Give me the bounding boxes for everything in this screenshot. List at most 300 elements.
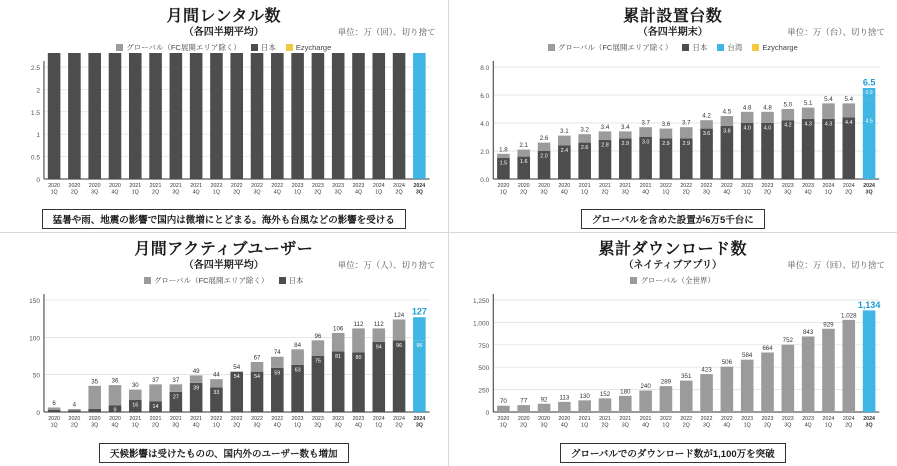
x-axis-tick: 2024 — [842, 415, 855, 422]
footer-note — [449, 209, 897, 229]
bar-total-label: 35 — [91, 377, 99, 385]
x-axis-tick: 2021 — [639, 182, 652, 189]
x-axis-tick: 2024 — [413, 182, 426, 189]
bar-total-label: 4 — [72, 401, 77, 409]
x-axis-tick: 2Q — [314, 422, 322, 429]
x-axis-tick: 2Q — [152, 189, 160, 196]
x-axis-tick: 2020 — [517, 182, 530, 189]
legend-item — [251, 42, 276, 53]
x-axis-tick: 3Q — [865, 422, 873, 429]
bar-segment — [842, 319, 855, 411]
x-axis-tick: 1Q — [375, 189, 383, 196]
page-title: 累計ダウンロード数 — [598, 241, 747, 258]
bar-inner-label: 54 — [254, 373, 261, 380]
x-axis-tick: 2021 — [578, 415, 591, 422]
bar-segment — [598, 131, 611, 139]
x-axis-tick: 3Q — [172, 189, 180, 196]
panel-subtitle: （各四半期平均） — [183, 259, 264, 271]
x-axis-tick: 1Q — [294, 189, 302, 196]
x-axis-tick: 2Q — [763, 189, 771, 196]
bar-segment — [372, 341, 385, 411]
bar-segment — [537, 403, 550, 411]
bar-segment — [558, 135, 571, 145]
bar-total-label: 5.0 — [783, 101, 792, 109]
bar-segment — [537, 142, 550, 150]
bar-segment — [210, 53, 223, 179]
x-axis-tick: 2024 — [842, 182, 855, 189]
x-axis-tick: 1Q — [131, 189, 139, 196]
legend-label: Ezycharge — [295, 42, 332, 52]
bar-total-label: 4.8 — [762, 103, 772, 111]
x-axis-tick: 4Q — [722, 422, 730, 429]
bar-inner-label: 59 — [274, 370, 281, 377]
x-axis-tick: 1Q — [499, 422, 507, 429]
panel-subtitle: （各四半期末） — [637, 26, 708, 38]
x-axis-tick: 2022 — [230, 182, 243, 189]
x-axis-tick: 1Q — [50, 422, 58, 429]
bar-segment — [720, 116, 733, 126]
bar-total-label: 5.1 — [803, 99, 812, 107]
y-axis-tick: 0.0 — [479, 176, 489, 184]
x-axis-tick: 1Q — [499, 189, 507, 196]
bar-inner-label: 14 — [152, 403, 159, 410]
x-axis-tick: 2024 — [822, 415, 834, 422]
bar-segment — [352, 328, 365, 352]
legend-label: Ezycharge — [762, 42, 798, 52]
bar-total-label: 67 — [253, 354, 261, 362]
panel-subtitle: （ネイティブアプリ） — [623, 259, 723, 271]
bar-inner-label: 4.3 — [824, 120, 832, 127]
legend-item — [717, 42, 742, 53]
bar-segment — [129, 389, 142, 399]
x-axis-tick: 3Q — [783, 422, 791, 429]
footer-text: グローバルでのダウンロード数が1,100万を突破 — [560, 443, 786, 463]
bar-segment — [332, 351, 345, 411]
x-axis-tick: 2020 — [109, 182, 121, 189]
legend-item — [279, 275, 304, 286]
chart-plot — [10, 286, 438, 436]
legend-item — [752, 43, 797, 52]
legend-swatch-icon — [717, 44, 724, 51]
x-axis-tick: 2023 — [291, 182, 304, 189]
bar-segment — [862, 116, 875, 179]
bar-segment — [68, 409, 81, 410]
x-axis-tick: 2023 — [332, 182, 345, 189]
bar-segment — [598, 398, 611, 412]
bar-segment — [781, 120, 794, 179]
x-axis-tick: 4Q — [641, 422, 649, 429]
bar-inner-label: 4.0 — [763, 125, 771, 132]
x-axis-tick: 2Q — [682, 422, 690, 429]
bar-segment — [332, 53, 345, 179]
y-axis-tick: 8.0 — [479, 64, 489, 72]
x-axis-tick: 2022 — [271, 415, 284, 422]
bar-segment — [393, 319, 406, 340]
bar-inner-label: 39 — [193, 384, 200, 391]
y-axis-tick: 750 — [477, 342, 489, 350]
y-axis-tick: 1.5 — [30, 109, 40, 117]
x-axis-tick: 2Q — [152, 422, 160, 429]
bar-inner-label: 4.3 — [803, 120, 812, 127]
bar-segment — [88, 409, 101, 412]
x-axis-tick: 2022 — [720, 415, 733, 422]
legend-swatch-icon — [682, 44, 689, 51]
x-axis-tick: 4Q — [354, 189, 363, 196]
legend-swatch-icon — [251, 44, 258, 51]
x-axis-tick: 2Q — [70, 422, 78, 429]
bar-total-label: 240 — [639, 382, 651, 390]
x-axis-tick: 2023 — [352, 415, 365, 422]
legend-label: 日本 — [288, 275, 304, 285]
panel-cumulative-downloads — [449, 233, 897, 466]
bar-segment — [393, 340, 406, 412]
bar-segment — [578, 134, 591, 142]
bar-segment — [372, 328, 385, 341]
bar-segment — [822, 118, 835, 178]
bar-segment — [862, 100, 875, 115]
x-axis-tick: 2021 — [639, 415, 652, 422]
y-axis-tick: 0 — [36, 176, 40, 184]
bar-total-label: 49 — [192, 367, 200, 375]
chart-plot — [459, 286, 888, 436]
bar-inner-label: 4.0 — [742, 125, 751, 132]
y-axis-tick: 2 — [36, 87, 40, 95]
bar-inner-label: 1.6 — [519, 158, 527, 165]
y-axis-tick: 0.5 — [30, 154, 40, 162]
bar-segment — [822, 328, 835, 411]
bar-inner-label: 96 — [396, 342, 403, 349]
x-axis-tick: 2Q — [763, 422, 771, 429]
highlight-value-label: 6.5 — [862, 77, 875, 88]
x-axis-tick: 2021 — [149, 182, 162, 189]
bar-total-label: 506 — [721, 358, 732, 366]
bar-segment — [781, 344, 794, 411]
bar-segment — [679, 380, 692, 411]
x-axis-tick: 2022 — [679, 415, 692, 422]
x-axis-tick: 2020 — [68, 415, 81, 422]
bar-segment — [170, 53, 183, 179]
bar-segment — [48, 53, 61, 179]
x-axis-tick: 2020 — [537, 182, 550, 189]
x-axis-tick: 2021 — [190, 182, 203, 189]
panel-monthly-active-users — [0, 233, 449, 466]
x-axis-tick: 3Q — [253, 189, 261, 196]
y-axis-tick: 150 — [29, 297, 40, 305]
bar-segment — [842, 103, 855, 117]
x-axis-tick: 2020 — [109, 415, 121, 422]
x-axis-tick: 2023 — [740, 415, 753, 422]
legend-swatch-icon — [144, 277, 151, 284]
bar-segment — [558, 401, 571, 411]
y-axis-tick: 1,250 — [472, 297, 489, 305]
bar-segment — [48, 409, 61, 411]
bar-total-label: 5.4 — [823, 95, 833, 103]
bar-total-label: 3.7 — [640, 119, 650, 127]
bar-inner-label: 2.8 — [600, 141, 609, 148]
bar-segment — [48, 407, 61, 409]
bar-total-label: 37 — [152, 376, 160, 384]
legend-label: グローバル（全世界） — [640, 275, 716, 285]
x-axis-tick: 2024 — [822, 182, 834, 189]
bar-segment — [413, 53, 426, 179]
bar-segment — [679, 127, 692, 138]
legend-label: 日本 — [692, 42, 708, 52]
footer-text: 天候影響は受けたものの、国内外のユーザー数も増加 — [99, 443, 349, 463]
footer-note — [0, 443, 448, 463]
bar-total-label: 289 — [660, 378, 671, 386]
x-axis-tick: 2Q — [519, 422, 527, 429]
bar-segment — [372, 53, 385, 179]
x-axis-tick: 2Q — [314, 189, 322, 196]
x-axis-tick: 2021 — [169, 182, 182, 189]
x-axis-tick: 2020 — [88, 415, 101, 422]
x-axis-tick: 2020 — [68, 182, 81, 189]
bar-segment — [578, 400, 591, 412]
bar-segment — [291, 53, 304, 179]
footer-text: グローバルを含めた設置が6万5千台に — [581, 209, 765, 229]
x-axis-tick: 2022 — [700, 182, 712, 189]
y-axis-tick: 1 — [36, 131, 40, 139]
bar-inner-label: 27 — [172, 393, 179, 400]
bar-total-label: 180 — [619, 387, 630, 395]
legend-item — [286, 43, 331, 52]
legend-item — [144, 275, 269, 286]
x-axis-tick: 1Q — [212, 422, 220, 429]
x-axis-tick: 2022 — [251, 182, 263, 189]
bar-total-label: 2.6 — [539, 134, 548, 142]
chart-plot — [459, 53, 888, 203]
y-axis-tick: 2.5 — [30, 64, 40, 72]
bar-segment — [149, 53, 162, 179]
bar-segment — [109, 385, 122, 405]
x-axis-tick: 1Q — [661, 189, 669, 196]
bar-total-label: 152 — [599, 390, 610, 398]
legend-item — [630, 275, 715, 286]
highlight-value-label: 1,134 — [857, 299, 880, 310]
bar-segment — [251, 362, 264, 372]
bar-total-label: 74 — [273, 348, 281, 356]
x-axis-tick: 2022 — [679, 182, 692, 189]
bar-total-label: 3.2 — [579, 126, 589, 134]
legend-label: グローバル（FC展開エリア除く） — [126, 42, 241, 52]
bar-total-label: 664 — [761, 344, 773, 352]
y-axis-tick: 250 — [477, 387, 489, 395]
x-axis-tick: 1Q — [824, 189, 832, 196]
bar-segment — [129, 53, 142, 179]
x-axis-tick: 2023 — [312, 182, 324, 189]
x-axis-tick: 1Q — [824, 422, 832, 429]
bar-inner-label: 94 — [375, 343, 382, 350]
x-axis-tick: 3Q — [621, 422, 629, 429]
bar-segment — [88, 53, 101, 179]
x-axis-tick: 3Q — [702, 189, 710, 196]
bar-total-label: 54 — [233, 363, 241, 371]
x-axis-tick: 2020 — [88, 182, 101, 189]
bar-total-label: 3.4 — [600, 123, 609, 131]
unit-label: 単位：万（台）、切り捨て — [787, 27, 885, 37]
x-axis-tick: 2023 — [332, 415, 345, 422]
x-axis-tick: 4Q — [641, 189, 649, 196]
legend-swatch-icon — [630, 277, 637, 284]
legend-swatch-icon — [279, 277, 286, 284]
bar-inner-label: 75 — [314, 358, 321, 365]
x-axis-tick: 2023 — [781, 182, 794, 189]
x-axis-tick: 4Q — [560, 189, 568, 196]
bar-inner-label: 2.6 — [580, 144, 588, 151]
bar-segment — [68, 410, 81, 411]
bar-inner-label: 2.0 — [539, 153, 548, 160]
x-axis-tick: 4Q — [192, 422, 200, 429]
bar-segment — [639, 390, 652, 412]
x-axis-tick: 2021 — [129, 415, 142, 422]
x-axis-tick: 4Q — [273, 189, 281, 196]
bar-segment — [88, 385, 101, 408]
bar-total-label: 2.1 — [518, 141, 528, 149]
x-axis-tick: 1Q — [580, 189, 588, 196]
x-axis-tick: 2023 — [352, 182, 365, 189]
x-axis-tick: 2023 — [781, 415, 794, 422]
bar-inner-label: 2.9 — [682, 140, 690, 147]
x-axis-tick: 1Q — [212, 189, 220, 196]
bar-inner-label: 96 — [416, 342, 423, 349]
bar-total-label: 124 — [393, 311, 405, 319]
bar-total-label: 3.6 — [661, 120, 670, 128]
legend-item — [116, 42, 241, 53]
bar-total-label: 37 — [172, 376, 180, 384]
bar-segment — [801, 107, 814, 118]
bar-total-label: 351 — [680, 372, 691, 380]
x-axis-tick: 2024 — [413, 415, 426, 422]
bar-total-label: 1.8 — [498, 145, 508, 153]
x-axis-tick: 3Q — [415, 189, 423, 196]
x-axis-tick: 2024 — [862, 415, 875, 422]
bar-segment — [761, 111, 774, 122]
unit-label: 単位：万（回）、切り捨て — [787, 260, 885, 270]
x-axis-tick: 2Q — [395, 189, 403, 196]
x-axis-tick: 4Q — [354, 422, 363, 429]
y-axis-tick: 6.0 — [479, 92, 489, 100]
legend-swatch-icon — [286, 44, 293, 51]
x-axis-tick: 2024 — [372, 182, 385, 189]
chart-svg — [10, 286, 438, 436]
bar-segment — [639, 127, 652, 137]
y-axis-tick: 1,000 — [472, 319, 489, 327]
x-axis-tick: 2023 — [801, 182, 814, 189]
x-axis-tick: 2020 — [497, 415, 509, 422]
x-axis-tick: 2020 — [557, 415, 570, 422]
bar-total-label: 6 — [52, 399, 56, 407]
unit-label: 単位：万（回）、切り捨て — [337, 27, 436, 37]
legend — [10, 42, 438, 53]
bar-inner-label: 3.8 — [722, 127, 731, 134]
x-axis-tick: 2021 — [618, 182, 631, 189]
x-axis-tick: 3Q — [865, 189, 873, 196]
bar-segment — [68, 53, 81, 179]
chart-plot — [10, 53, 438, 203]
bar-segment — [190, 375, 203, 382]
bar-total-label: 30 — [131, 381, 139, 389]
bar-total-label: 3.7 — [681, 119, 691, 127]
bar-inner-label: 1.5 — [499, 160, 507, 167]
bar-inner-label: 4.4 — [844, 119, 853, 126]
x-axis-tick: 1Q — [50, 189, 58, 196]
bar-inner-label: 0.9 — [864, 89, 873, 96]
bar-total-label: 96 — [314, 332, 322, 340]
bar-total-label: 1,028 — [840, 311, 857, 319]
x-axis-tick: 2021 — [190, 415, 203, 422]
page-title: 月間レンタル数 — [166, 8, 281, 25]
chart-svg — [10, 53, 438, 203]
bar-segment — [109, 53, 122, 179]
bar-segment — [149, 384, 162, 401]
bar-inner-label: 16 — [132, 402, 139, 409]
x-axis-tick: 2022 — [659, 415, 672, 422]
x-axis-tick: 2023 — [312, 415, 324, 422]
x-axis-tick: 2022 — [700, 415, 712, 422]
bar-segment — [332, 332, 345, 351]
bar-segment — [312, 340, 325, 356]
bar-inner-label: 81 — [335, 353, 342, 360]
bar-segment — [619, 395, 632, 411]
bar-segment — [822, 103, 835, 118]
bar-total-label: 113 — [558, 393, 569, 401]
x-axis-tick: 3Q — [253, 422, 261, 429]
x-axis-tick: 2021 — [598, 182, 611, 189]
x-axis-tick: 1Q — [743, 422, 751, 429]
footer-note — [449, 443, 897, 463]
x-axis-tick: 2022 — [271, 182, 284, 189]
bar-segment — [291, 349, 304, 365]
x-axis-tick: 2021 — [169, 415, 182, 422]
bar-inner-label: 9 — [113, 407, 117, 414]
bar-segment — [352, 53, 365, 179]
bar-total-label: 36 — [111, 377, 119, 385]
bar-total-label: 84 — [294, 341, 302, 349]
bar-segment — [700, 374, 713, 412]
x-axis-tick: 2Q — [233, 422, 241, 429]
bar-total-label: 423 — [700, 366, 712, 374]
bar-segment — [413, 340, 426, 412]
x-axis-tick: 3Q — [540, 422, 548, 429]
x-axis-tick: 1Q — [294, 422, 302, 429]
bar-segment — [230, 53, 243, 179]
x-axis-tick: 2020 — [48, 182, 60, 189]
x-axis-tick: 3Q — [334, 422, 342, 429]
legend-label: 台湾 — [727, 42, 743, 52]
x-axis-tick: 3Q — [540, 189, 548, 196]
x-axis-tick: 2Q — [70, 189, 78, 196]
x-axis-tick: 4Q — [273, 422, 281, 429]
bar-segment — [190, 53, 203, 179]
legend-label: 日本 — [260, 42, 276, 52]
bar-total-label: 92 — [540, 395, 547, 403]
x-axis-tick: 2023 — [801, 415, 814, 422]
bar-total-label: 3.4 — [620, 123, 630, 131]
x-axis-tick: 1Q — [131, 422, 139, 429]
bar-segment — [312, 53, 325, 179]
bar-total-label: 44 — [212, 371, 220, 379]
bar-total-label: 3.1 — [559, 127, 569, 135]
x-axis-tick: 2Q — [233, 189, 241, 196]
x-axis-tick: 2021 — [149, 415, 162, 422]
x-axis-tick: 2024 — [393, 415, 405, 422]
bar-segment — [740, 111, 753, 122]
legend-label: グローバル（FC展開エリア除く） — [557, 42, 673, 52]
x-axis-tick: 4Q — [111, 422, 119, 429]
x-axis-tick: 3Q — [91, 189, 99, 196]
x-axis-tick: 2022 — [230, 415, 243, 422]
bar-segment — [517, 405, 530, 412]
